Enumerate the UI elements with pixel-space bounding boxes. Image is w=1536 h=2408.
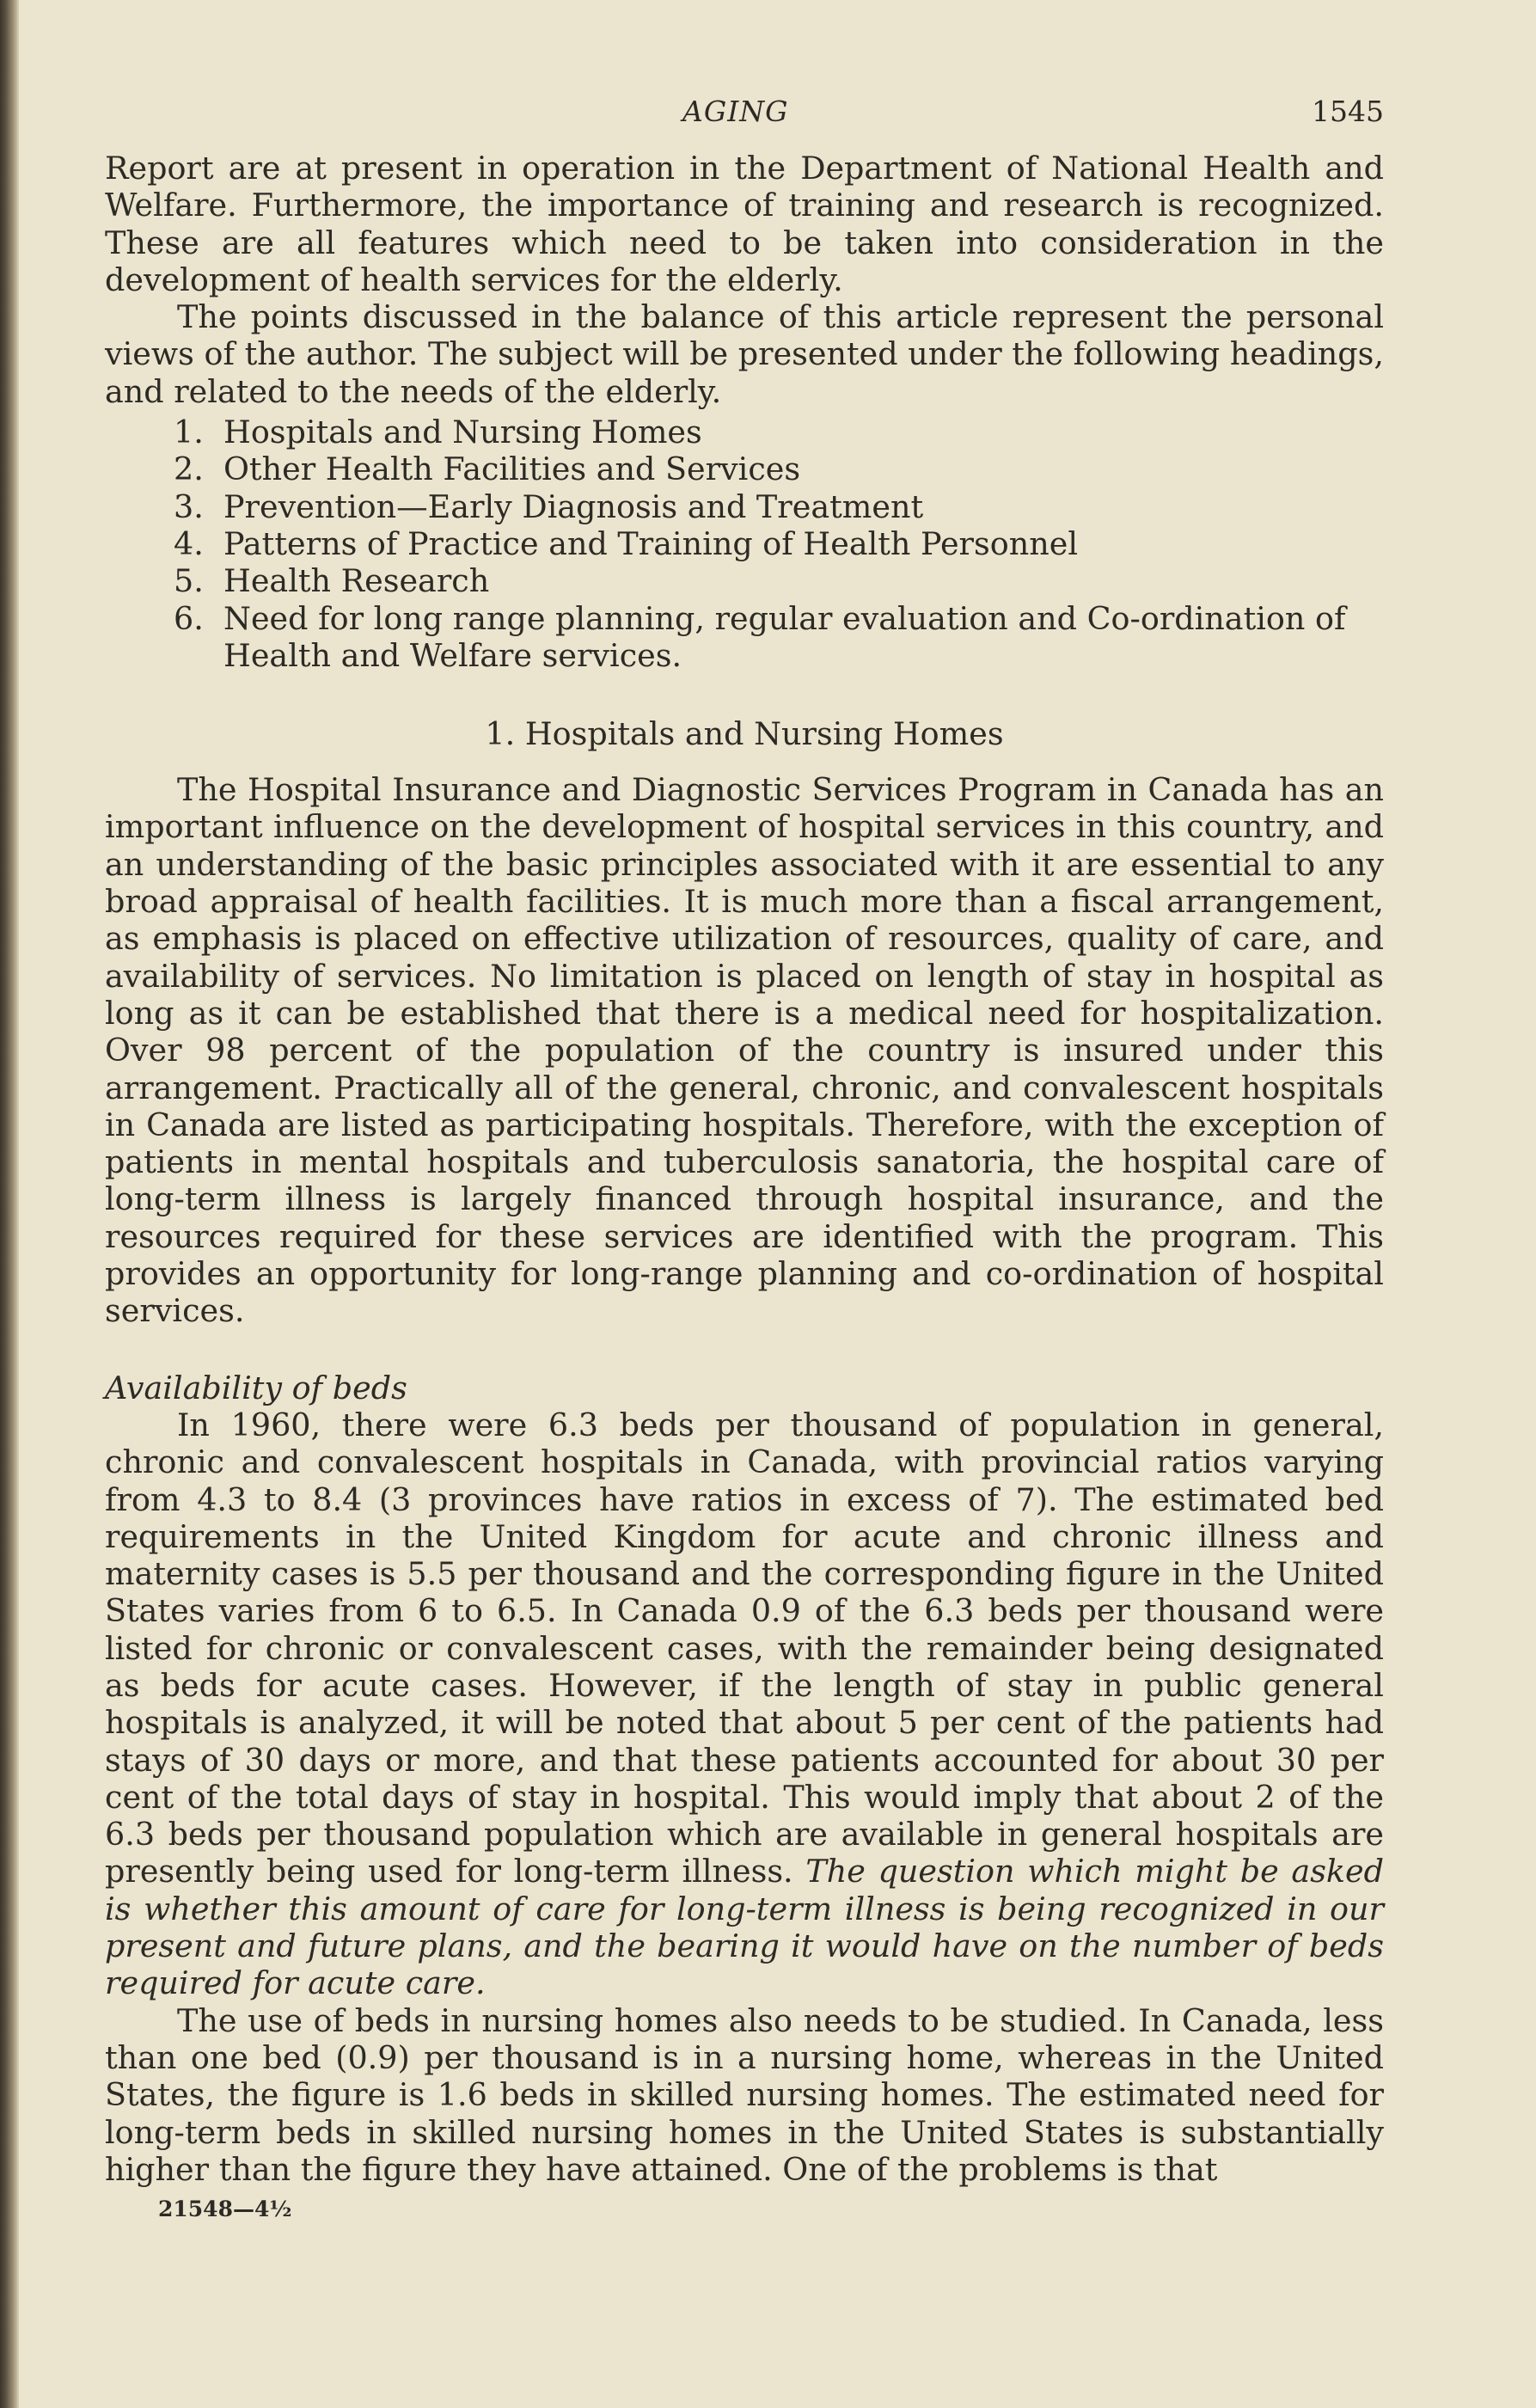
list-item-text: Hospitals and Nursing Homes	[223, 414, 702, 451]
section1-paragraph: The Hospital Insurance and Diagnostic Services Program in Canada has an important influence on the development of hospital services in this country, and an understanding of the basic principles associated with it are essential to any broad appraisal of health facilities. It is much more than a fiscal arrangement, as emphasis is placed on effective utilization of resources, quality of care, and availability of services. No limitation is placed on length of stay in hospital as long as it can be established that there is a medical need for hospitalization. Over 98 percent of the population of the country is insured under this arrangement. Practically all of the general, chronic, and convalescent hospitals in Canada are listed as participating hospitals. Therefore, with the exception of patients in mental hospitals and tuberculosis sanatoria, the hospital care of long-term illness is largely financed through hospital insurance, and the resources required for these services are identified with the program. This provides an opportunity for long-range planning and co-ordination of hospital services.	[105, 771, 1384, 1330]
list-item-number: 6.	[174, 599, 204, 637]
list-item-number: 1.	[174, 414, 204, 451]
availability-question-italic: The question which might be asked is whether this amount of care for long-term illness is being recognized in our present and future plans, and the bearing it would have on the number of beds required for acute care.	[105, 1853, 1385, 2002]
availability-paragraph-1	[105, 1406, 1384, 2002]
list-item-text: Patterns of Practice and Training of Health Personnel	[223, 524, 1079, 562]
section-heading: 1. Hospitals and Nursing Homes	[485, 715, 1004, 753]
list-item-number: 2.	[174, 450, 204, 488]
list-item-number: 5.	[174, 562, 204, 600]
headings-list	[105, 414, 1384, 674]
list-item-text: Prevention—Early Diagnosis and Treatment	[223, 487, 924, 525]
intro-paragraph-2: The points discussed in the balance of this article represent the personal views of the author. The subject will be presented under the following headings, and related to the needs of the elderly.	[105, 298, 1384, 410]
list-item-text: Need for long range planning, regular evaluation and Co-ordination of Health and Welfare services.	[223, 599, 1346, 674]
list-item	[174, 562, 1384, 600]
running-header	[105, 86, 1384, 150]
availability-text: In 1960, there were 6.3 beds per thousand of population in general, chronic and convalescent hospitals in Canada, with provincial ratios varying from 4.3 to 8.4 (3 provinces have ratios in excess of 7). The estimated bed requirements in the United Kingdom for acute and chronic illness and maternity cases is 5.5 per thousand and the corresponding figure in the United States varies from 6 to 6.5. In Canada 0.9 of the 6.3 beds per thousand were listed for chronic or convalescent cases, with the remainder being designated as beds for acute cases. However, if the length of stay in public general hospitals is analyzed, it will be noted that about 5 per cent of the patients had stays of 30 days or more, and that these patients accounted for about 30 per cent of the total days of stay in hospital. This would imply that about 2 of the 6.3 beds per thousand population which are available in general hospitals are presently being used for long-term illness.	[105, 1406, 1384, 1890]
page-body	[105, 86, 1384, 2221]
list-item-number: 3.	[174, 487, 204, 525]
printer-code: 21548—4½	[158, 2197, 292, 2222]
list-item	[174, 524, 1384, 562]
subheading-availability: Availability of beds	[105, 1369, 407, 1406]
book-spine-edge	[0, 0, 19, 2408]
list-item-number: 4.	[174, 524, 204, 562]
list-item	[174, 487, 1384, 525]
intro-paragraph-1: Report are at present in operation in the Department of National Health and Welfare. Furthermore, the importance of training and research is recognized. These are all features which need to be taken into consideration in the development of health services for the elderly.	[105, 150, 1384, 298]
page-number: 1545	[1312, 95, 1384, 128]
list-item	[174, 599, 1384, 675]
list-item-text: Other Health Facilities and Services	[223, 450, 801, 488]
running-title: AGING	[682, 95, 789, 128]
availability-paragraph-2: The use of beds in nursing homes also needs to be studied. In Canada, less than one bed (0.9) per thousand is in a nursing home, whereas in the United States, the figure is 1.6 beds in skilled nursing homes. The estimated need for long-term beds in skilled nursing homes in the United States is substantially higher than the figure they have attained. One of the problems is that	[105, 2001, 1384, 2188]
list-item	[174, 414, 1384, 451]
list-item-text: Health Research	[223, 562, 490, 600]
list-item	[174, 450, 1384, 488]
